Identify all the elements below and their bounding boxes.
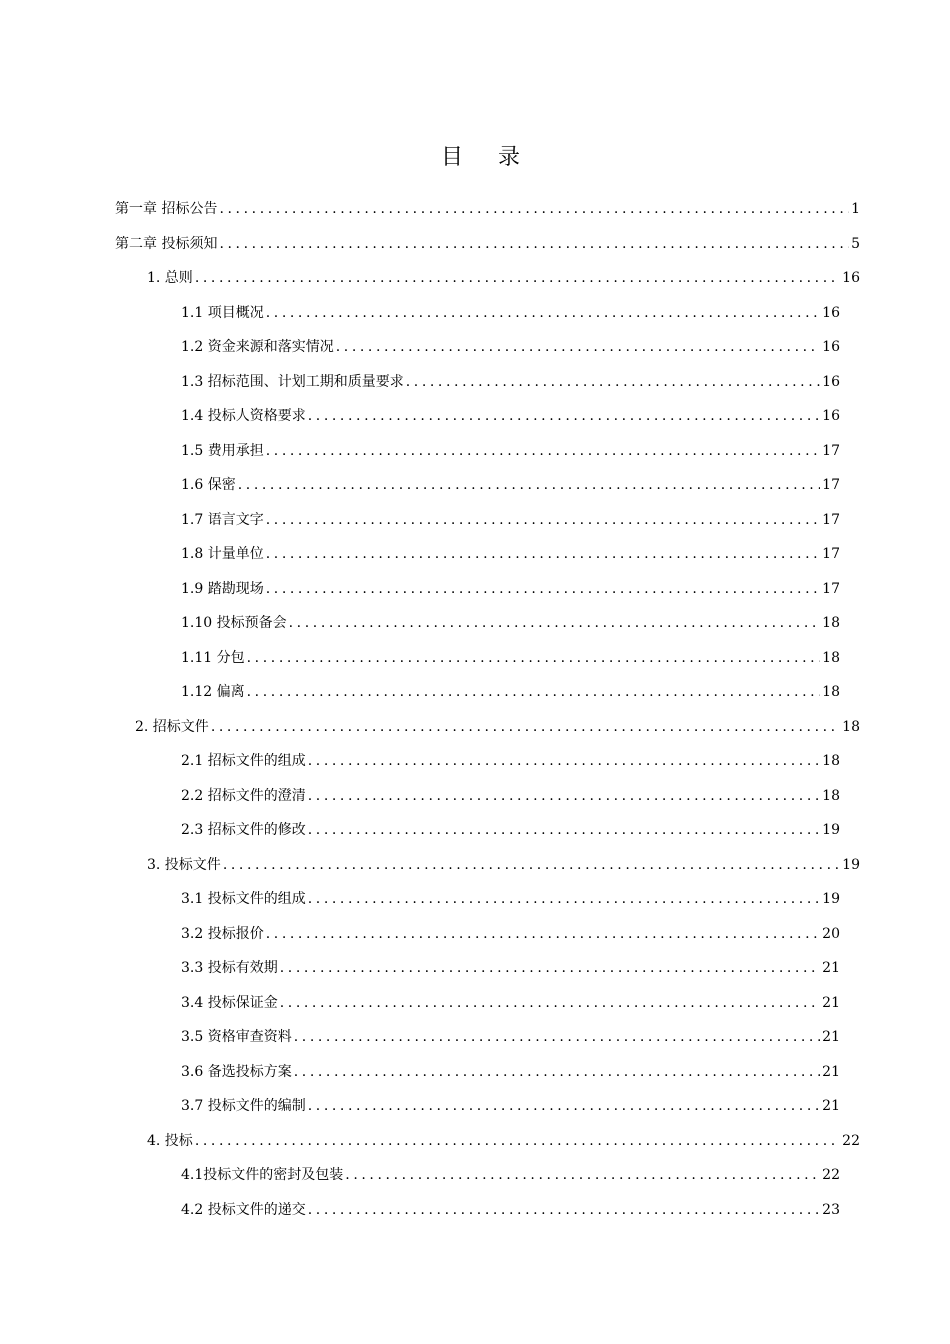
toc-entry-chapter-2[interactable] [0, 227, 860, 262]
toc-page-number: 18 [842, 718, 860, 735]
toc-page-number: 17 [822, 442, 840, 459]
toc-dot-leader [406, 373, 820, 391]
toc-page-number: 17 [822, 477, 840, 494]
toc-entry-subsection[interactable] [0, 503, 840, 538]
toc-entry-label: 1.3 招标范围、计划工期和质量要求 [181, 373, 404, 390]
toc-list [0, 192, 950, 1227]
toc-entry-label: 3. 投标文件 [147, 856, 221, 873]
toc-entry-subsection[interactable] [0, 296, 840, 331]
toc-page-number: 17 [822, 546, 840, 563]
toc-dot-leader [289, 614, 821, 632]
toc-dot-leader [308, 1097, 820, 1115]
toc-entry-subsection[interactable] [0, 882, 840, 917]
toc-entry-subsection[interactable] [0, 986, 840, 1021]
toc-entry-label: 2.2 招标文件的澄清 [181, 787, 306, 804]
toc-entry-subsection[interactable] [0, 365, 840, 400]
toc-dot-leader [238, 476, 820, 494]
toc-entry-section-4[interactable] [0, 1124, 860, 1159]
toc-dot-leader [247, 649, 821, 667]
toc-entry-label: 1.1 项目概况 [181, 304, 264, 321]
toc-dot-leader [266, 442, 820, 460]
toc-page-number: 17 [822, 511, 840, 528]
toc-entry-section-3[interactable] [0, 848, 860, 883]
toc-entry-label: 4. 投标 [147, 1132, 193, 1149]
toc-page-number: 5 [851, 235, 860, 252]
toc-dot-leader [308, 890, 820, 908]
toc-page-number: 19 [822, 891, 840, 908]
toc-page-number: 19 [842, 856, 860, 873]
toc-entry-label: 2.3 招标文件的修改 [181, 822, 306, 839]
toc-entry-label: 第一章 招标公告 [115, 201, 218, 218]
toc-page-number: 18 [822, 787, 840, 804]
toc-entry-label: 1.9 踏勘现场 [181, 580, 264, 597]
toc-dot-leader [308, 407, 820, 425]
toc-entry-subsection[interactable] [0, 779, 840, 814]
toc-page-number: 21 [822, 1098, 840, 1115]
toc-page-number: 16 [822, 304, 840, 321]
toc-title: 目 录 [441, 145, 534, 170]
toc-dot-leader [247, 683, 821, 701]
toc-dot-leader [280, 994, 820, 1012]
toc-entry-label: 3.4 投标保证金 [181, 994, 278, 1011]
toc-entry-subsection[interactable] [0, 1020, 840, 1055]
toc-entry-chapter-1[interactable] [0, 192, 860, 227]
toc-dot-leader [219, 235, 849, 253]
toc-dot-leader [336, 338, 820, 356]
toc-page-number: 16 [822, 408, 840, 425]
toc-entry-subsection[interactable] [0, 1089, 840, 1124]
toc-page-number: 17 [822, 580, 840, 597]
toc-page-number: 21 [822, 1029, 840, 1046]
toc-dot-leader [266, 925, 820, 943]
toc-entry-label: 1.7 语言文字 [181, 511, 264, 528]
toc-entry-label: 3.6 备选投标方案 [181, 1063, 292, 1080]
toc-entry-subsection[interactable] [0, 813, 840, 848]
toc-dot-leader [195, 1132, 840, 1150]
toc-entry-label: 3.3 投标有效期 [181, 960, 278, 977]
toc-dot-leader [294, 1063, 820, 1081]
toc-dot-leader [280, 959, 820, 977]
toc-page-number: 21 [822, 1063, 840, 1080]
toc-dot-leader [195, 269, 840, 287]
toc-entry-label: 2.1 招标文件的组成 [181, 753, 306, 770]
toc-page-number: 23 [822, 1201, 840, 1218]
toc-entry-label: 3.2 投标报价 [181, 925, 264, 942]
toc-dot-leader [219, 200, 849, 218]
toc-entry-subsection[interactable] [0, 399, 840, 434]
toc-entry-subsection[interactable] [0, 1055, 840, 1090]
toc-page-number: 21 [822, 960, 840, 977]
toc-entry-subsection[interactable] [0, 675, 840, 710]
toc-page-number: 18 [822, 753, 840, 770]
toc-entry-subsection[interactable] [0, 1158, 840, 1193]
toc-entry-subsection[interactable] [0, 434, 840, 469]
toc-dot-leader [308, 752, 820, 770]
toc-page-number: 18 [822, 615, 840, 632]
toc-page-number: 16 [822, 339, 840, 356]
toc-dot-leader [223, 856, 840, 874]
toc-entry-label: 1.6 保密 [181, 477, 236, 494]
toc-entry-label: 1.10 投标预备会 [181, 615, 287, 632]
toc-entry-subsection[interactable] [0, 951, 840, 986]
toc-page-number: 22 [842, 1132, 860, 1149]
toc-dot-leader [294, 1028, 820, 1046]
toc-entry-subsection[interactable] [0, 330, 840, 365]
toc-entry-label: 3.7 投标文件的编制 [181, 1098, 306, 1115]
toc-dot-leader [308, 1201, 820, 1219]
toc-page-number: 18 [822, 649, 840, 666]
toc-entry-section-2[interactable] [0, 710, 860, 745]
toc-entry-label: 3.1 投标文件的组成 [181, 891, 306, 908]
toc-page-number: 19 [822, 822, 840, 839]
toc-entry-label: 2. 招标文件 [135, 718, 209, 735]
toc-entry-subsection[interactable] [0, 917, 840, 952]
toc-entry-label: 1.11 分包 [181, 649, 245, 666]
toc-dot-leader [308, 787, 820, 805]
toc-dot-leader [266, 511, 820, 529]
toc-entry-section-1[interactable] [0, 261, 860, 296]
toc-entry-subsection[interactable] [0, 606, 840, 641]
toc-entry-subsection[interactable] [0, 641, 840, 676]
toc-page-number: 16 [842, 270, 860, 287]
toc-entry-subsection[interactable] [0, 744, 840, 779]
toc-dot-leader [211, 718, 840, 736]
toc-dot-leader [308, 821, 820, 839]
toc-entry-label: 1.8 计量单位 [181, 546, 264, 563]
toc-page-number: 20 [822, 925, 840, 942]
toc-entry-label: 4.2 投标文件的递交 [181, 1201, 306, 1218]
toc-page-number: 16 [822, 373, 840, 390]
toc-page-number: 18 [822, 684, 840, 701]
toc-page-number: 22 [822, 1167, 840, 1184]
toc-entry-subsection[interactable] [0, 537, 840, 572]
toc-entry-label: 1.4 投标人资格要求 [181, 408, 306, 425]
toc-entry-label: 4.1投标文件的密封及包装 [181, 1167, 344, 1184]
toc-entry-subsection[interactable] [0, 1193, 840, 1228]
toc-entry-subsection[interactable] [0, 468, 840, 503]
toc-page-number: 1 [851, 201, 860, 218]
toc-dot-leader [266, 580, 820, 598]
toc-entry-label: 1.12 偏离 [181, 684, 245, 701]
toc-entry-label: 1.2 资金来源和落实情况 [181, 339, 334, 356]
toc-dot-leader [266, 545, 820, 563]
toc-entry-label: 1.5 费用承担 [181, 442, 264, 459]
toc-dot-leader [345, 1166, 820, 1184]
toc-dot-leader [266, 304, 820, 322]
toc-entry-label: 第二章 投标须知 [115, 235, 218, 252]
toc-page-number: 21 [822, 994, 840, 1011]
toc-entry-label: 1. 总则 [147, 270, 193, 287]
toc-entry-label: 3.5 资格审查资料 [181, 1029, 292, 1046]
toc-entry-subsection[interactable] [0, 572, 840, 607]
